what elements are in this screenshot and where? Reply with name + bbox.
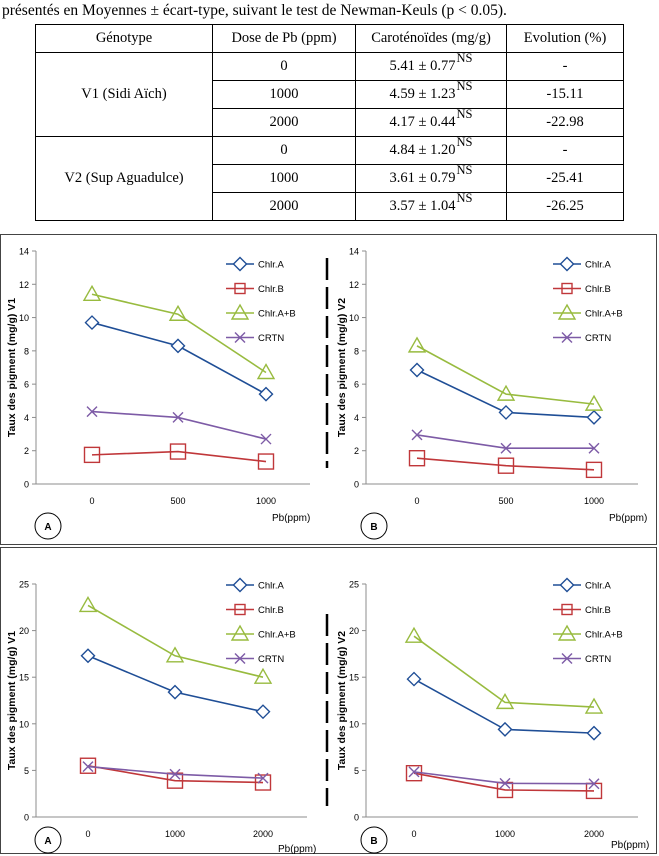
- diamond-marker: [561, 258, 574, 271]
- y-tick-label: 25: [348, 579, 359, 590]
- series-line: [88, 656, 263, 712]
- diamond-marker: [86, 316, 99, 329]
- y-tick-label: 10: [18, 719, 29, 730]
- significance-label: NS: [456, 135, 473, 149]
- y-tick-label: 6: [353, 379, 359, 390]
- legend-label: Chlr.A+B: [258, 308, 296, 320]
- series-chlr-a-b: [84, 286, 274, 378]
- diamond-marker: [499, 723, 512, 736]
- legend-label: CRTN: [585, 333, 612, 344]
- panel-badge-label: A: [44, 522, 52, 533]
- dose-cell: 2000: [213, 109, 356, 137]
- panel-badge-label: A: [44, 836, 52, 847]
- legend-label: Chlr.A+B: [585, 629, 623, 641]
- series-line: [92, 452, 266, 462]
- y-tick-label: 12: [18, 279, 29, 290]
- diamond-marker: [588, 411, 601, 424]
- evolution-cell: -25.41: [507, 165, 624, 193]
- diamond-marker: [260, 388, 273, 401]
- diamond-marker: [172, 339, 185, 352]
- legend: [553, 579, 623, 666]
- x-tick-label: 2000: [583, 829, 605, 839]
- series-chlr-b: [410, 451, 602, 478]
- evolution-cell: -: [507, 137, 624, 165]
- chart-panel-a-1: [6, 247, 310, 540]
- genotype-cell: V1 (Sidi Aïch): [36, 53, 213, 137]
- y-tick-label: 15: [348, 672, 359, 683]
- carotenoid-value: 3.57 ± 1.04: [389, 198, 456, 214]
- y-axis-label: Taux des pigment (mg/g) V1: [6, 630, 18, 771]
- series-chlr-a-b: [409, 338, 602, 410]
- triangle-marker: [232, 626, 248, 640]
- dose-cell: 1000: [213, 81, 356, 109]
- panel-badge-label: B: [370, 522, 378, 533]
- chart-panel-b-4: [336, 579, 649, 854]
- legend: [226, 579, 296, 666]
- series-line: [417, 435, 594, 448]
- x-tick-label: 0: [89, 496, 95, 506]
- dose-cell: 2000: [213, 193, 356, 221]
- evolution-cell: -: [507, 53, 624, 81]
- y-tick-label: 12: [348, 279, 359, 290]
- legend-label: Chlr.B: [258, 605, 284, 616]
- y-tick-label: 10: [18, 313, 29, 324]
- y-tick-label: 2: [353, 446, 359, 457]
- header-genotype: Génotype: [36, 25, 213, 53]
- significance-label: NS: [456, 79, 473, 93]
- triangle-marker: [497, 694, 513, 708]
- genotype-cell: V2 (Sup Aguadulce): [36, 137, 213, 221]
- y-tick-label: 5: [353, 765, 359, 776]
- carotenoid-value: 4.59 ± 1.23: [389, 86, 456, 102]
- legend-label: Chlr.A+B: [585, 308, 623, 320]
- diamond-marker: [257, 705, 270, 718]
- dose-cell: 0: [213, 137, 356, 165]
- chart-panel-b-2: [336, 247, 647, 540]
- y-tick-label: 10: [348, 313, 359, 324]
- series-crtn: [87, 407, 271, 444]
- carotenoid-value: 4.84 ± 1.20: [389, 142, 456, 158]
- legend-label: CRTN: [258, 333, 285, 344]
- triangle-marker: [232, 305, 248, 319]
- series-crtn: [412, 430, 599, 453]
- y-tick-label: 0: [23, 812, 29, 823]
- legend: [226, 258, 296, 345]
- diamond-marker: [169, 686, 182, 699]
- x-tick-label: 2000: [252, 829, 274, 839]
- diamond-marker: [234, 258, 247, 271]
- y-tick-label: 14: [18, 246, 29, 257]
- carotenoid-value: 5.41 ± 0.77: [389, 58, 456, 74]
- significance-label: NS: [456, 191, 473, 205]
- legend-label: Chlr.B: [585, 284, 611, 295]
- diamond-marker: [82, 649, 95, 662]
- x-tick-label: 1000: [255, 496, 277, 506]
- x-marker: [261, 434, 271, 444]
- x-tick-label: 0: [414, 496, 420, 506]
- header-evolution: Evolution (%): [507, 25, 624, 53]
- y-tick-label: 5: [23, 765, 29, 776]
- legend: [553, 258, 623, 345]
- x-tick-label: 0: [411, 829, 417, 839]
- triangle-marker: [498, 386, 514, 400]
- evolution-cell: -22.98: [507, 109, 624, 137]
- x-axis-label: Pb(ppm): [611, 840, 650, 851]
- legend-label: CRTN: [258, 654, 285, 665]
- y-tick-label: 8: [23, 346, 29, 357]
- legend-label: Chlr.A: [585, 580, 611, 592]
- y-axis-label: Taux des pigment (mg/g) V2: [336, 630, 348, 771]
- legend-label: Chlr.B: [258, 284, 284, 295]
- table-caption: présentés en Moyennes ± écart-type, suivant le test de Newman-Keuls (p < 0.05).: [2, 2, 507, 19]
- carotenoid-value: 3.61 ± 0.79: [389, 170, 456, 186]
- x-tick-label: 500: [498, 496, 514, 506]
- y-tick-label: 2: [23, 446, 29, 457]
- diamond-marker: [588, 727, 601, 740]
- legend-label: Chlr.A: [258, 259, 284, 271]
- series-line: [88, 767, 263, 779]
- y-tick-label: 0: [353, 812, 359, 823]
- x-axis-label: Pb(ppm): [278, 844, 317, 855]
- y-tick-label: 4: [353, 412, 359, 423]
- x-axis-label: Pb(ppm): [272, 513, 311, 524]
- figure-frame-bottom: [1, 548, 657, 854]
- y-tick-label: 8: [353, 346, 359, 357]
- significance-label: NS: [456, 163, 473, 177]
- y-tick-label: 4: [23, 412, 29, 423]
- triangle-marker: [559, 626, 575, 640]
- legend-label: Chlr.B: [585, 605, 611, 616]
- triangle-marker: [258, 364, 274, 378]
- diamond-marker: [561, 579, 574, 592]
- x-tick-label: 500: [170, 496, 186, 506]
- y-axis-label: Taux des pigment (mg/g) V2: [336, 297, 348, 438]
- legend-label: CRTN: [585, 654, 612, 665]
- legend-label: Chlr.A: [585, 259, 611, 271]
- header-carotenoids: Caroténoïdes (mg/g): [356, 25, 507, 53]
- evolution-cell: -26.25: [507, 193, 624, 221]
- y-tick-label: 20: [18, 626, 29, 637]
- legend-label: Chlr.A+B: [258, 629, 296, 641]
- x-tick-label: 0: [85, 829, 91, 839]
- triangle-marker: [559, 305, 575, 319]
- y-tick-label: 20: [348, 626, 359, 637]
- diamond-marker: [411, 363, 424, 376]
- x-tick-label: 1000: [583, 496, 605, 506]
- diamond-marker: [408, 673, 421, 686]
- dose-cell: 1000: [213, 165, 356, 193]
- y-tick-label: 14: [348, 246, 359, 257]
- diamond-marker: [234, 579, 247, 592]
- evolution-cell: -15.11: [507, 81, 624, 109]
- triangle-marker: [84, 286, 100, 300]
- significance-label: NS: [456, 107, 473, 121]
- y-axis-label: Taux des pigment (mg/g) V1: [6, 297, 18, 438]
- chart-panel-a-3: [6, 579, 316, 856]
- series-chlr-a-b: [406, 628, 602, 713]
- series-line: [417, 346, 594, 404]
- dose-cell: 0: [213, 53, 356, 81]
- y-tick-label: 0: [23, 479, 29, 490]
- triangle-marker: [167, 648, 183, 662]
- diamond-marker: [500, 406, 513, 419]
- y-tick-label: 15: [18, 672, 29, 683]
- carotenoid-value: 4.17 ± 0.44: [389, 114, 456, 130]
- x-tick-label: 1000: [494, 829, 516, 839]
- header-dose: Dose de Pb (ppm): [213, 25, 356, 53]
- significance-label: NS: [456, 51, 473, 65]
- figure-frame-top: [1, 235, 657, 545]
- x-tick-label: 1000: [164, 829, 186, 839]
- x-axis-label: Pb(ppm): [609, 513, 648, 524]
- y-tick-label: 0: [353, 479, 359, 490]
- series-line: [417, 458, 594, 470]
- legend-label: Chlr.A: [258, 580, 284, 592]
- y-tick-label: 6: [23, 379, 29, 390]
- panel-badge-label: B: [370, 836, 378, 847]
- y-tick-label: 25: [18, 579, 29, 590]
- series-line: [92, 323, 266, 395]
- y-tick-label: 10: [348, 719, 359, 730]
- series-chlr-b: [85, 444, 274, 469]
